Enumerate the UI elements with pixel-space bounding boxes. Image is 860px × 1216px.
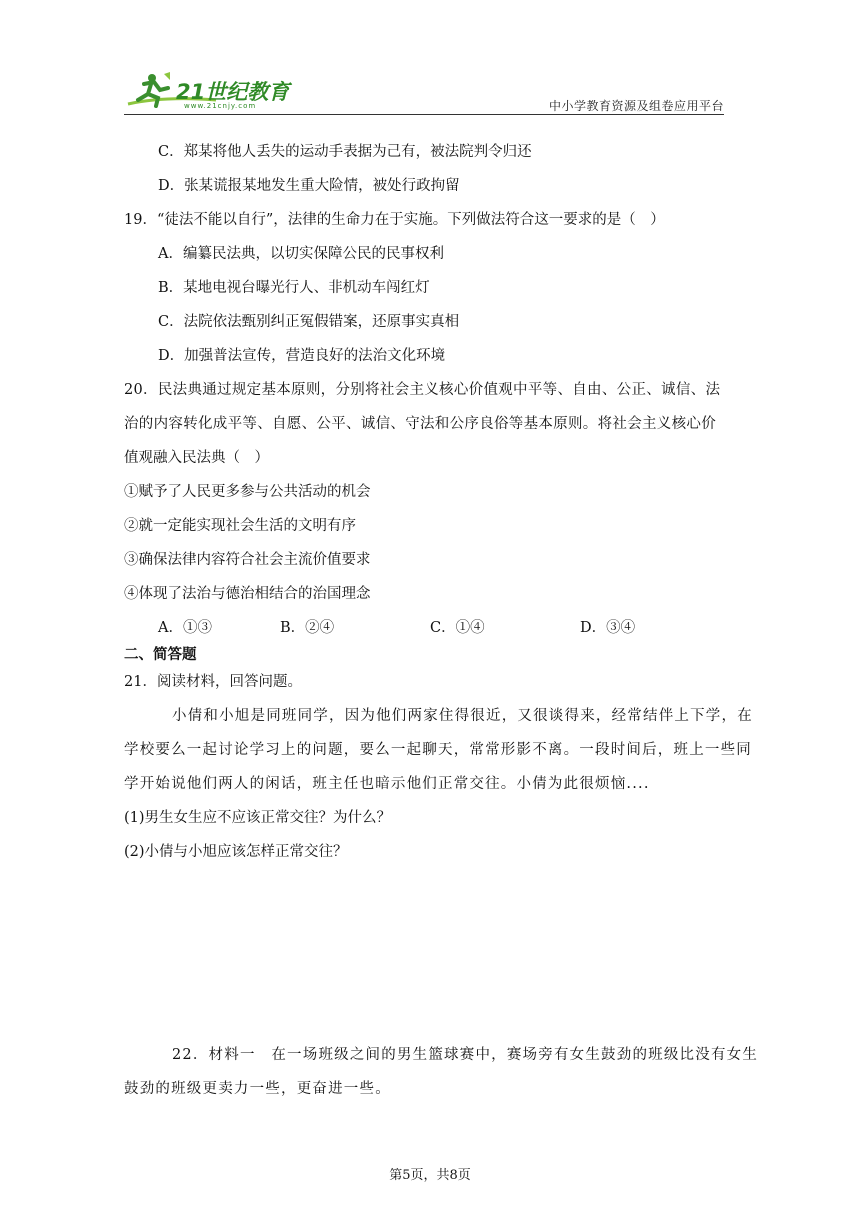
q20-statement-4: ④体现了法治与德治相结合的治国理念 [124, 586, 371, 602]
q19-option-d: D．加强普法宣传，营造良好的法治文化环境 [158, 348, 446, 364]
q21-material-line2: 学校要么一起讨论学习上的问题，要么一起聊天，常常形影不离。一段时间后，班上一些同 [124, 742, 752, 758]
q18-option-c: C．郑某将他人丢失的运动手表据为己有，被法院判令归还 [158, 144, 532, 160]
q19-option-c: C．法院依法甄别纠正冤假错案，还原事实真相 [158, 314, 460, 330]
q19-stem: 19．“徒法不能以自行”，法律的生命力在于实施。下列做法符合这一要求的是（ ） [124, 212, 665, 228]
q20-stem-line2: 治的内容转化成平等、自愿、公平、诚信、守法和公序良俗等基本原则。将社会主义核心价 [124, 416, 716, 432]
page-header [124, 70, 724, 114]
q20-statement-1: ①赋予了人民更多参与公共活动的机会 [124, 484, 371, 500]
q21-stem: 21．阅读材料，回答问题。 [124, 674, 302, 690]
header-rule [124, 114, 724, 115]
q20-option-b: B．②④ [280, 620, 335, 636]
q21-material-line3: 学开始说他们两人的闲话，班主任也暗示他们正常交往。小倩为此很烦恼.... [124, 776, 650, 792]
page-number: 第5页，共8页 [389, 1168, 471, 1183]
q19-option-b: B．某地电视台曝光行人、非机动车闯红灯 [158, 280, 430, 296]
q20-statement-2: ②就一定能实现社会生活的文明有序 [124, 518, 356, 534]
section-heading: 二、简答题 [124, 647, 197, 663]
q19-option-a: A．编纂民法典，以切实保障公民的民事权利 [158, 246, 444, 262]
logo-text: 21世纪教育 [176, 80, 290, 104]
q22-material-line1: 22．材料一 在一场班级之间的男生篮球赛中，赛场旁有女生鼓劲的班级比没有女生 [172, 1047, 759, 1063]
q18-option-d: D．张某谎报某地发生重大险情，被处行政拘留 [158, 178, 460, 194]
q20-stem-line1: 20．民法典通过规定基本原则，分别将社会主义核心价值观中平等、自由、公正、诚信、法 [124, 382, 721, 398]
logo-url: www.21cnjy.com [184, 102, 257, 110]
q21-part-1: (1)男生女生应不应该正常交往？为什么？ [124, 810, 392, 826]
platform-name: 中小学教育资源及组卷应用平台 [548, 99, 724, 113]
q20-stem-line3: 值观融入民法典（ ） [124, 450, 269, 466]
q20-option-a: A．①③ [158, 620, 212, 636]
q22-material-line2: 鼓劲的班级更卖力一些，更奋进一些。 [124, 1081, 391, 1097]
q20-option-c: C．①④ [430, 620, 485, 636]
q21-part-2: (2)小倩与小旭应该怎样正常交往？ [124, 844, 348, 860]
q20-statement-3: ③确保法律内容符合社会主流价值要求 [124, 552, 371, 568]
q20-option-d: D．③④ [580, 620, 636, 636]
q21-material-line1: 小倩和小旭是同班同学，因为他们两家住得很近，又很谈得来，经常结伴上下学，在 [172, 708, 753, 724]
